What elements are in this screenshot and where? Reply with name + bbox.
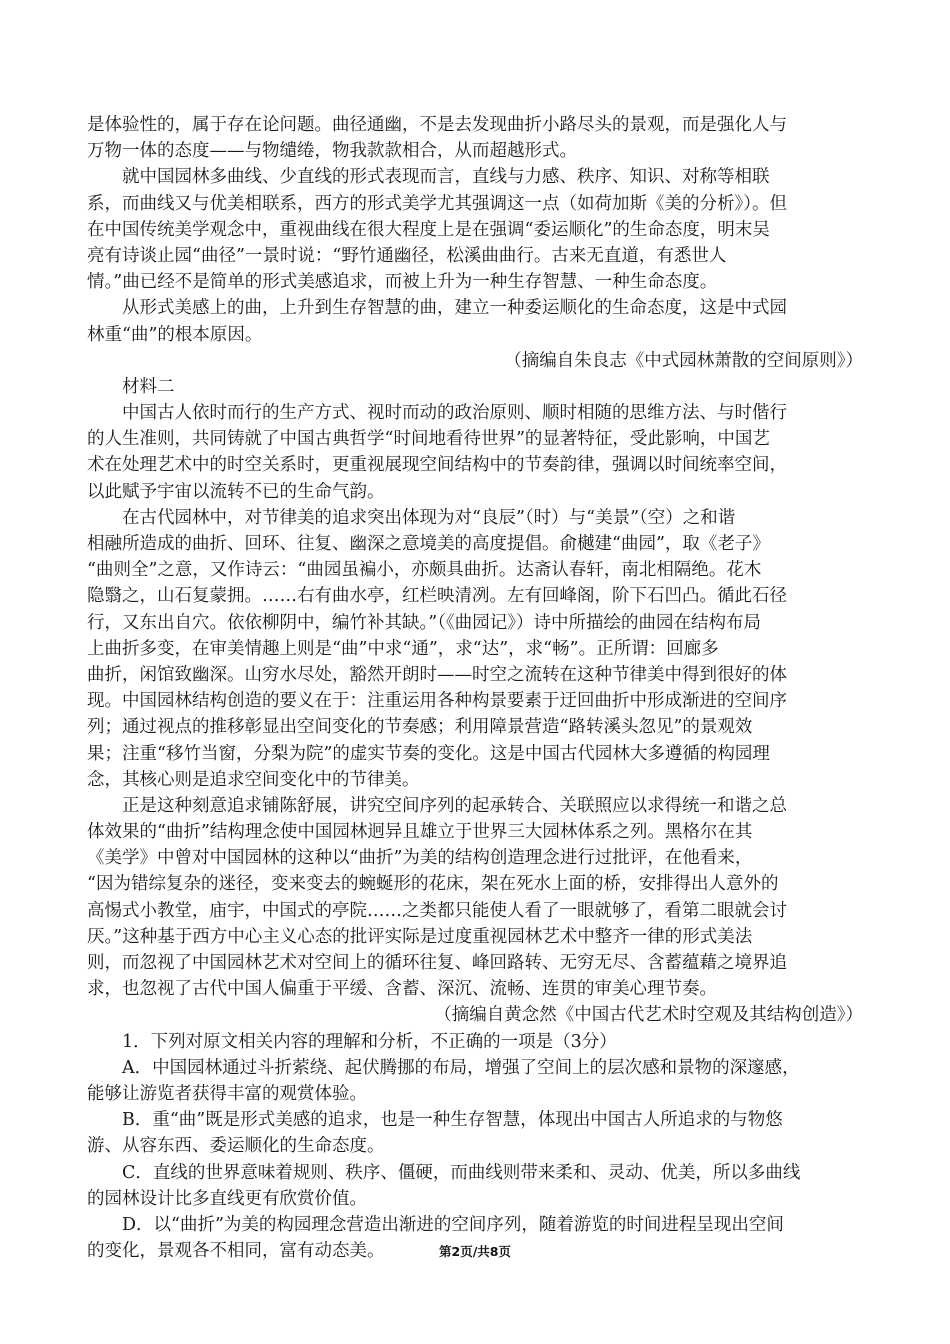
text-line: 万物一体的态度——与物缱绻，物我款款相合，从而超越形式。 — [87, 141, 577, 162]
option-text: 游、从容东西、委运顺化的生命态度。 — [87, 1136, 385, 1157]
option-text: 的变化，景观各不相同，富有动态美。 — [87, 1241, 385, 1262]
emphasis-char: 奏 — [542, 455, 560, 476]
text-line: “因为错综复杂的迷径，变来变去的蜿蜒形的花床，架在死水上面的桥，安排得出人意外的 — [87, 874, 779, 895]
text-line: 的人生准则，共同铸就了中国古典哲学“时间地看待世界”的显著特征，受此影响，中国艺 — [87, 429, 770, 450]
option-text: A．中国园林通过斗折萦绕、起伏腾挪的布局，增强了空间上的层次感和景物的深邃感， — [122, 1057, 800, 1078]
text-line: 上曲折多变，在审美情趣上则是“曲”中求“通”，求“达”，求“畅”。正所谓：回廊多 — [87, 638, 719, 659]
option-text: D．以“曲折”为美的构园理念营造出渐进的空间序列，随着游览的时间进程呈现出空间 — [122, 1214, 784, 1235]
paragraph-6 — [87, 793, 863, 1003]
text-line: 在中国传统美学观念中，重视曲线在很大程度上是在强调“委运顺化”的生命态度，明末吴 — [87, 219, 770, 240]
option-text: B．重“曲”既是形式美感的追求，也是一种生存智慧，体现出中国古人所追求的与物悠 — [122, 1110, 783, 1131]
heading-text: 材料二 — [122, 376, 175, 397]
text-line: 在古代园林中，对节律美的追求突出体现为对“良辰”（时）与“美景”（空）之和谐 — [122, 507, 736, 528]
paragraph-2 — [87, 164, 863, 295]
text-line: 列；通过视点的推移彰显出空间变化的节奏感；利用障景营造“路转溪头忽见”的景观效 — [87, 717, 753, 738]
text-line: 高惕式小教堂，庙宇，中国式的亭院……之类都只能使人看了一眼就够了，看第二眼就会讨 — [87, 900, 787, 921]
page-number: 第2页/共8页 — [439, 1244, 511, 1259]
question-stem — [87, 1029, 863, 1055]
text-line: 就中国园林多曲线、少直线的形式表现而言，直线与力感、秩序、知识、对称等相联 — [122, 167, 770, 188]
text-segment: 术在处理艺术中的时空关系时，更重视展现空间结构中的 — [87, 455, 525, 476]
text-line: 正是这种刻意追求铺陈舒展，讲究空间序列的起承转合、关联照应以求得统一和谐之总 — [122, 795, 787, 816]
paragraph-4 — [87, 400, 863, 505]
question-text: 1．下列对原文相关内容的理解和分析，不正确的一项是（3分） — [122, 1031, 617, 1052]
emphasis-char: 节 — [524, 455, 542, 476]
text-line: 行，又东出自穴。依依柳阴中，编竹补其缺。”（《曲园记》）诗中所描绘的曲园在结构布局 — [87, 612, 761, 633]
option-text: C．直线的世界意味着规则、秩序、僵硬，而曲线则带来柔和、灵动、优美，所以多曲线 — [122, 1162, 801, 1183]
paragraph-1 — [87, 112, 863, 164]
document-body — [87, 112, 863, 1264]
text-line: 求，也忽视了古代中国人偏重于平缓、含蓄、深沉、流畅、连贯的审美心理节奏。 — [87, 979, 717, 1000]
option-a — [87, 1055, 863, 1107]
text-line: 系，而曲线又与优美相联系，西方的形式美学尤其强调这一点（如荷加斯《美的分析》）。但 — [87, 193, 787, 214]
text-line: 情。”曲已经不是简单的形式美感追求，而被上升为一种生存智慧、一种生命态度。 — [87, 272, 718, 293]
paragraph-5 — [87, 505, 863, 793]
text-line: 林重“曲”的根本原因。 — [87, 324, 263, 345]
text-line: 厌。”这种基于西方中心主义心态的批评实际是过度重视园林艺术中整齐一律的形式美法 — [87, 926, 753, 947]
text-line: 从形式美感上的曲，上升到生存智慧的曲，建立一种委运顺化的生命态度，这是中式园 — [122, 298, 787, 319]
section-heading — [87, 374, 863, 400]
option-b — [87, 1107, 863, 1159]
emphasis-char: 韵 — [559, 455, 577, 476]
text-line: 相融所造成的曲折、回环、往复、幽深之意境美的高度提倡。俞樾建“曲园”，取《老子》 — [87, 534, 770, 554]
text-line: 是体验性的，属于存在论问题。曲径通幽，不是去发现曲折小路尽头的景观，而是强化人与 — [87, 115, 787, 135]
text-line-emphasis — [87, 452, 863, 478]
text-line: 以此赋予宇宙以流转不已的生命气韵。 — [87, 481, 385, 502]
text-line: 体效果的“曲折”结构理念使中国园林迥异且雄立于世界三大园林体系之列。黑格尔在其 — [87, 822, 753, 843]
text-line: 中国古人依时而行的生产方式、视时而动的政治原则、顺时相随的思维方法、与时偕行 — [122, 403, 787, 424]
source-citation-2: （摘编自黄念然《中国古代艺术时空观及其结构创造》） — [434, 1005, 863, 1026]
text-line: 隐翳之，山石复蒙拥。……右有曲水亭，红栏映清冽。左有回峰阁，阶下石凹凸。循此石径 — [87, 586, 787, 607]
text-line: 《美学》中曾对中国园林的这种以“曲折”为美的结构创造理念进行过批评，在他看来， — [87, 848, 753, 869]
text-line: “曲则全”之意，又作诗云：“曲园虽褊小，亦颇具曲折。达斋认春轩，南北相隔绝。花木 — [87, 560, 762, 581]
text-line: 曲折，闲馆致幽深。山穷水尽处，豁然开朗时——时空之流转在这种节律美中得到很好的体 — [87, 664, 787, 685]
text-line: 则，而忽视了中国园林艺术对空间上的循环往复、峰回路转、无穷无尽、含蓄蕴藉之境界追 — [87, 953, 787, 973]
text-line: 果；注重“移竹当窗，分梨为院”的虚实节奏的变化。这是中国古代园林大多遵循的构园理 — [87, 743, 770, 764]
text-segment: ，强调以时间统率空间， — [594, 455, 787, 476]
option-c — [87, 1160, 863, 1212]
option-text: 能够让游览者获得丰富的观赏体验。 — [87, 1083, 367, 1104]
text-line: 亮有诗谈止园“曲径”一景时说：“野竹通幽径，松溪曲曲行。古来无直道，有悉世人 — [87, 245, 727, 266]
text-line: 现。中国园林结构创造的要义在于：注重运用各种构景要素于迂回曲折中形成渐进的空间序 — [87, 691, 787, 712]
option-text: 的园林设计比多直线更有欣赏价值。 — [87, 1188, 367, 1209]
paragraph-3 — [87, 295, 863, 347]
source-citation-1: （摘编自朱良志《中式园林萧散的空间原则》） — [504, 350, 863, 371]
text-line: 念，其核心则是追求空间变化中的节律美。 — [87, 769, 420, 790]
emphasis-char: 律 — [577, 455, 595, 476]
